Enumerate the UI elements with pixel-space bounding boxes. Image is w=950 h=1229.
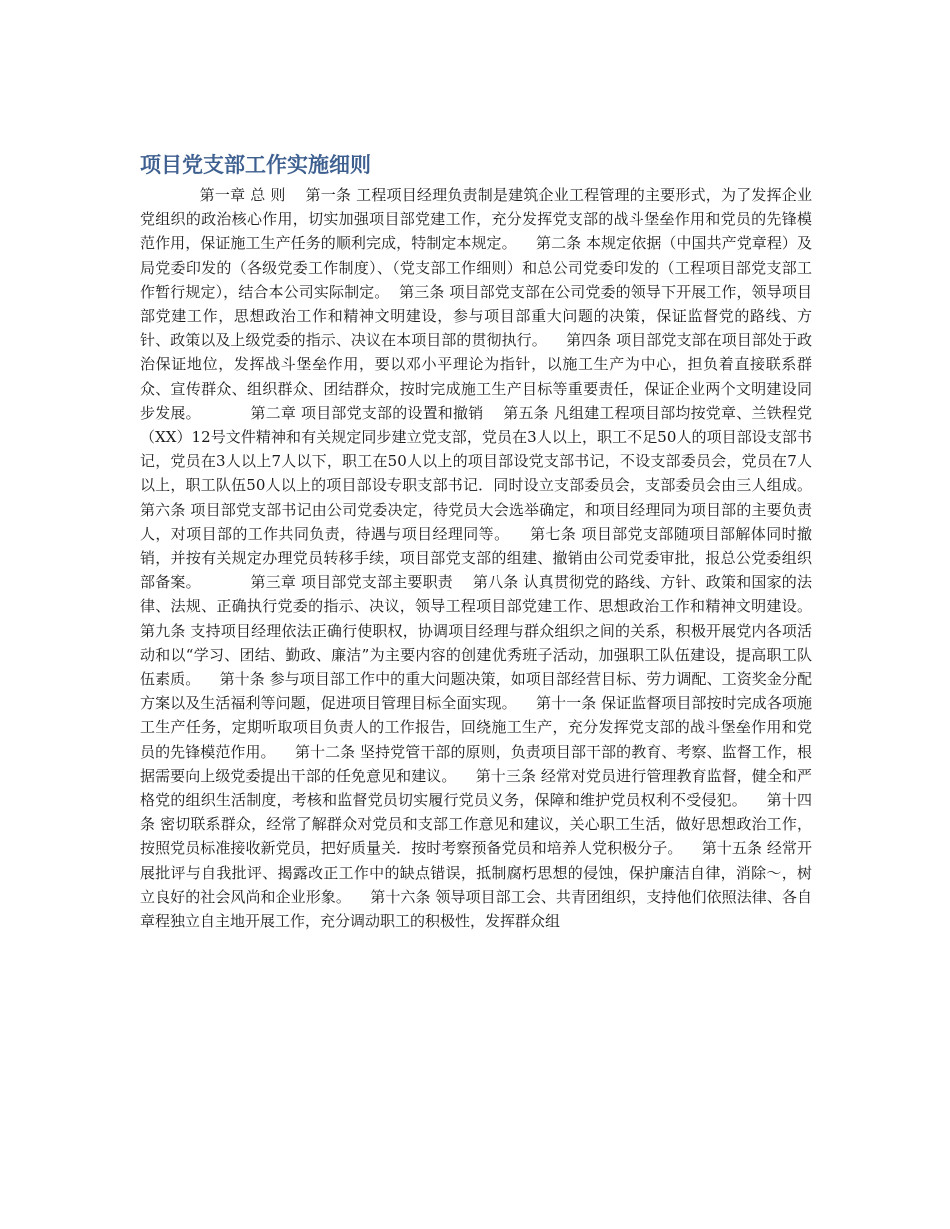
document-body-text: 第一章 总 则 第一条 工程项目经理负责制是建筑企业工程管理的主要形式，为了发挥企业党组织的政治核心作用，切实加强项目部党建工作，充分发挥党支部的战斗堡垒作用和党员的先锋模范作用，保证施工生产任务的顺利完成，特制定本规定。 第二条 本规定依据（中国共产党章程）及局党委印发的（各级党委工作制度）、（党支部工作细则）和总公司党委印发的（工程项目部党支部工作暂行规定），结合本公司实际制定。 第三条 项目部党支部在公司党委的领导下开展工作，领导项目部党建工作，思想政治工作和精神文明建设，参与项目部重大问题的决策，保证监督党的路线、方针、政策以及上级党委的指示、决议在本项目部的贯彻执行。 第四条 项目部党支部在项目部处于政治保证地位，发挥战斗堡垒作用，要以邓小平理论为指针，以施工生产为中心，担负着直接联系群众、宣传群众、组织群众、团结群众，按时完成施工生产目标等重要责任，保证企业两个文明建设同步发展。 第二章 项目部党支部的设置和撤销 第五条 凡组建工程项目部均按党章、兰铁程党（XX）12号文件精神和有关规定同步建立党支部，党员在3人以上，职工不足50人的项目部设支部书记，党员在3人以上7人以下，职工在50人以上的项目部设党支部书记，不设支部委员会，党员在7人以上，职工队伍50人以上的项目部设专职支部书记．同时设立支部委员会，支部委员会由三人组成。 第六条 项目部党支部书记由公司党委决定，待党员大会选举确定，和项目经理同为项目部的主要负责人，对项目部的工作共同负责，待遇与项目经理同等。 第七条 项目部党支部随项目部解体同时撤销，并按有关规定办理党员转移手续，项目部党支部的组建、撤销由公司党委审批，报总公党委组织部备案。 第三章 项目部党支部主要职责 第八条 认真贯彻党的路线、方针、政策和国家的法律、法规、正确执行党委的指示、决议，领导工程项目部党建工作、思想政治工作和精神文明建设。 第九条 支持项目经理依法正确行使职权，协调项目经理与群众组织之间的关系，积极开展党内各项活动和以“学习、团结、勤政、廉洁”为主要内容的创建优秀班子活动，加强职工队伍建设，提高职工队伍素质。 第十条 参与项目部工作中的重大问题决策，如项目部经营目标、劳力调配、工资奖金分配方案以及生活福利等问题，促进项目管理目标全面实现。 第十一条 保证监督项目部按时完成各项施工生产任务，定期听取项目负责人的工作报告，回绕施工生产，充分发挥党支部的战斗堡垒作用和党员的先锋模范作用。 第十二条 坚持党管干部的原则，负责项目部干部的教育、考察、监督工作，根据需要向上级党委提出干部的任免意见和建议。 第十三条 经常对党员进行管理教育监督，健全和严格党的组织生活制度，考核和监督党员切实履行党员义务，保障和维护党员权利不受侵犯。 第十四条 密切联系群众，经常了解群众对党员和支部工作意见和建议，关心职工生活，做好思想政治工作，按照党员标准接收新党员，把好质量关．按时考察预备党员和培养人党积极分子。 第十五条 经常开展批评与自我批评、揭露改正工作中的缺点错误，抵制腐朽思想的侵蚀，保护廉洁自律，消除～，树立良好的社会风尚和企业形象。 第十六条 领导项目部工会、共青团组织，支持他们依照法律、各自章程独立自主地开展工作，充分调动职工的积极性，发挥群众组	[140, 186, 832, 931]
document-title: 项目党支部工作实施细则	[140, 153, 371, 177]
